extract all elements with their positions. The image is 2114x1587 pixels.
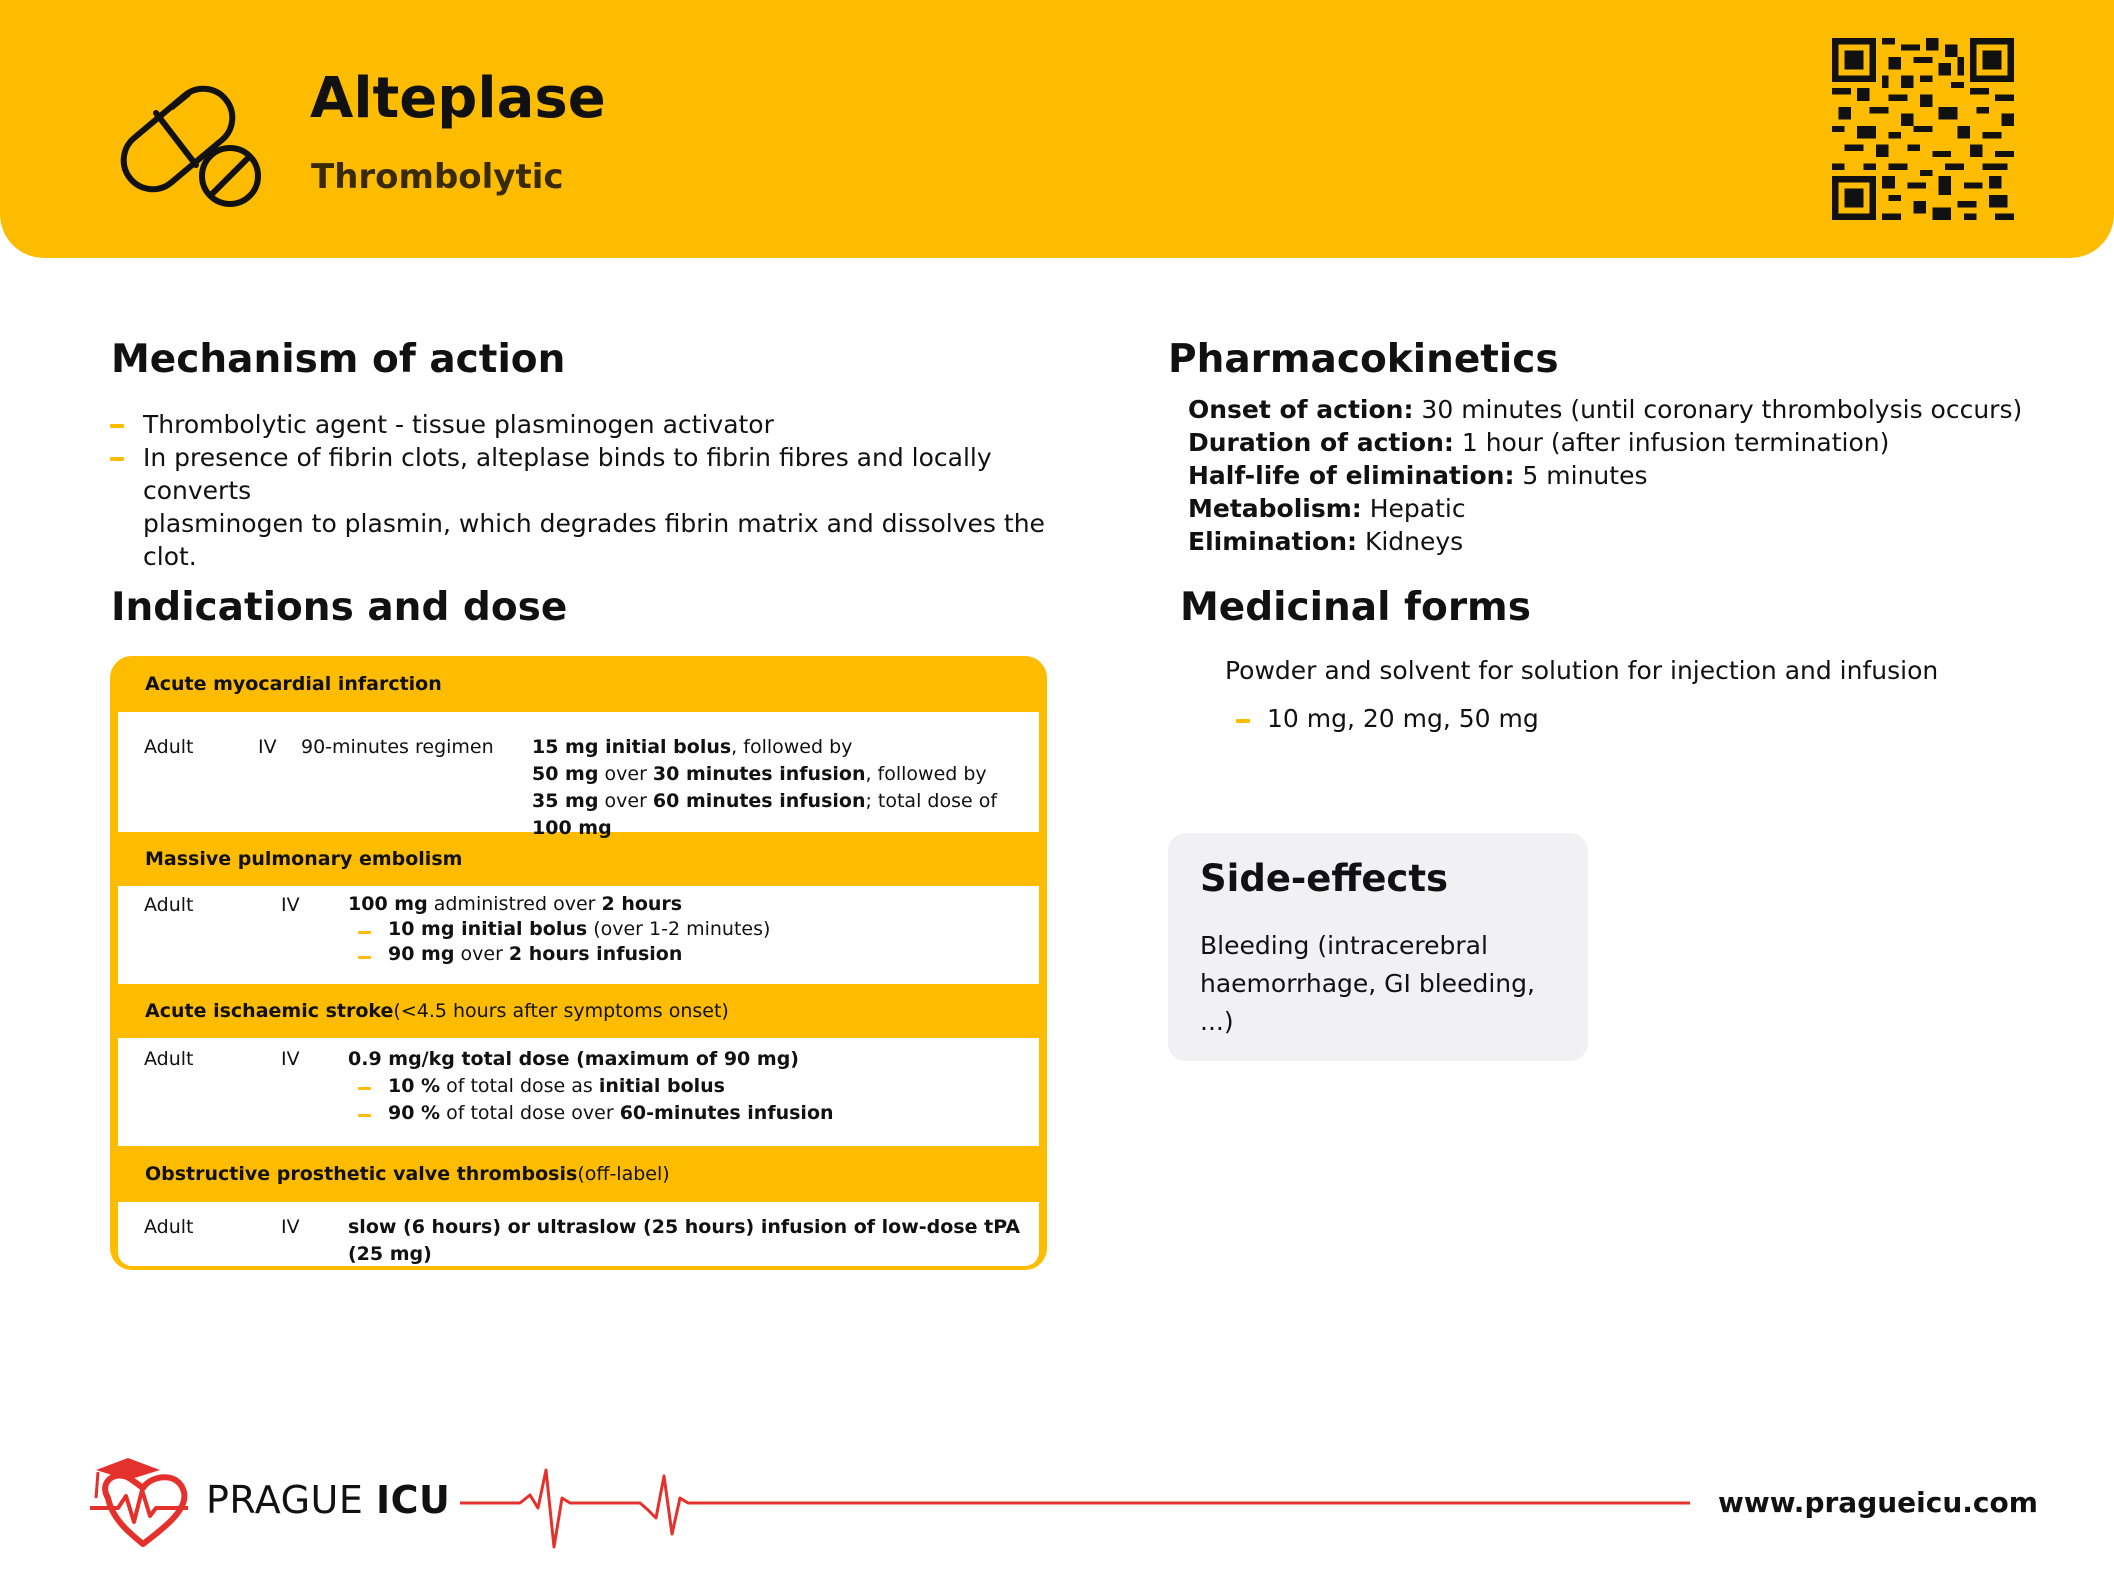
indication-row [118, 1038, 1039, 1146]
mechanism-list [110, 408, 1070, 573]
pk-row: Metabolism: Hepatic [1188, 494, 1466, 523]
indication-row [118, 1202, 1039, 1266]
dash-bullet-icon [358, 1114, 371, 1117]
indication-row [118, 712, 1039, 839]
list-item: Thrombolytic agent - tissue plasminogen activator [110, 408, 1070, 441]
page-subtitle: Thrombolytic [311, 157, 564, 197]
indication-header: Acute myocardial infarction [145, 673, 442, 695]
route: IV [281, 1048, 300, 1070]
medicinal-forms-text: Powder and solvent for solution for injection and infusion [1225, 656, 1939, 685]
indication-header: Massive pulmonary embolism [145, 848, 463, 870]
population: Adult [144, 1048, 194, 1070]
pill-icon [112, 62, 272, 222]
side-effects-heading: Side-effects [1200, 857, 1449, 900]
route: IV [281, 1216, 300, 1238]
indications-table [110, 656, 1047, 1270]
page-title: Alteplase [310, 66, 606, 131]
list-item: 10 mg, 20 mg, 50 mg [1236, 704, 1539, 733]
dash-bullet-icon [110, 457, 124, 461]
pk-row: Duration of action: 1 hour (after infusion termination) [1188, 428, 1890, 457]
dash-bullet-icon [358, 956, 371, 959]
dash-bullet-icon [358, 1087, 371, 1090]
population: Adult [144, 736, 194, 758]
qr-code-icon[interactable] [1832, 38, 2014, 220]
dose-text: 0.9 mg/kg total dose (maximum of 90 mg) 10 % of total dose as initial bolus 90 % of total dose over 60-minutes infusion [348, 1048, 834, 1124]
dash-bullet-icon [1236, 719, 1250, 723]
population: Adult [144, 894, 194, 916]
indication-header: Obstructive prosthetic valve thrombosis (off-label) [145, 1163, 670, 1185]
heart-ecg-logo-icon[interactable] [88, 1450, 198, 1550]
route: IV [281, 894, 300, 916]
regimen: 90-minutes regimen [301, 736, 494, 758]
route: IV [258, 736, 277, 758]
medicinal-forms-heading: Medicinal forms [1180, 585, 1531, 630]
side-effects-text: Bleeding (intracerebral haemorrhage, GI bleeding, ...) [1200, 931, 1535, 1036]
header-banner [0, 0, 2114, 258]
dose-text: slow (6 hours) or ultraslow (25 hours) infusion of low-dose tPA (25 mg) [348, 1216, 1021, 1265]
website-link[interactable]: www.pragueicu.com [1718, 1486, 2038, 1519]
pharmacokinetics-heading: Pharmacokinetics [1168, 337, 1559, 382]
population: Adult [144, 1216, 194, 1238]
pharmacokinetics-list [1188, 393, 2022, 558]
pk-row: Half-life of elimination: 5 minutes [1188, 461, 1648, 490]
indication-header: Acute ischaemic stroke (<4.5 hours after symptoms onset) [145, 1000, 729, 1022]
dash-bullet-icon [110, 424, 124, 428]
pk-row: Elimination: Kidneys [1188, 527, 1464, 556]
pk-row: Onset of action: 30 minutes (until coronary thrombolysis occurs) [1188, 395, 2023, 424]
dash-bullet-icon [358, 931, 371, 934]
dose-text: 15 mg initial bolus, followed by 50 mg over 30 minutes infusion, followed by 35 mg over 60 minutes infusion; total dose of 100 mg [532, 736, 998, 839]
indication-row [118, 886, 1039, 984]
side-effects-box [1168, 833, 1588, 1061]
dose-text: 100 mg administred over 2 hours 10 mg initial bolus (over 1-2 minutes) 90 mg over 2 hours infusion [348, 893, 771, 965]
mechanism-heading: Mechanism of action [111, 337, 566, 382]
ecg-line-icon [460, 1450, 1690, 1550]
list-item: In presence of fibrin clots, alteplase binds to fibrin fibres and locally converts plasminogen to plasmin, which degrades fibrin matrix and dissolves the clot. [110, 441, 1070, 573]
brand-name[interactable]: PRAGUE ICU [206, 1478, 451, 1522]
indications-heading: Indications and dose [111, 585, 568, 630]
